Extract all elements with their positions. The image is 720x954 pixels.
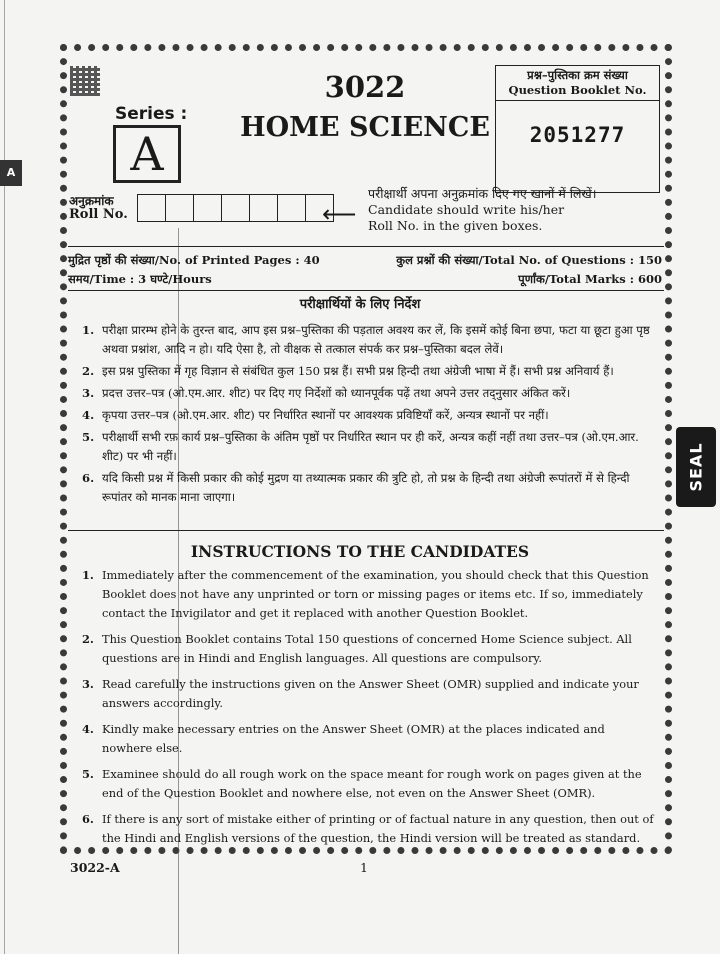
printed-pages: मुद्रित पृष्ठों की संख्या/No. of Printed Pages : 40 bbox=[68, 253, 320, 267]
paper-code: 3022 bbox=[324, 70, 406, 104]
list-item: 3. प्रदत्त उत्तर–पत्र (ओ.एम.आर. शीट) पर दिए गए निर्देशों को ध्यानपूर्वक पढ़ें तथा अपने उत्तर तद्नुसार अंकित करें। bbox=[82, 386, 571, 400]
roll-label-hindi: अनुक्रमांक bbox=[69, 194, 114, 208]
roll-digit-box[interactable] bbox=[278, 195, 306, 221]
scan-edge-line bbox=[4, 0, 5, 954]
series-label: Series : bbox=[115, 104, 188, 124]
footer-code: 3022-A bbox=[70, 860, 120, 875]
list-item: 2. This Question Booklet contains Total 150 questions of concerned Home Science subject. All questions are in Hindi and English languages. All questions are compulsory. bbox=[82, 632, 632, 665]
qr-code-icon bbox=[70, 66, 100, 96]
seal-label: SEAL bbox=[686, 442, 706, 492]
list-item: 1. परीक्षा प्रारम्भ होने के तुरन्त बाद, आप इस प्रश्न–पुस्तिका की पड़ताल अवश्य कर लें, कि इसमें कोई बिना छपा, फटा या छूटा हुआ पृष्ठ अथवा प्रश्नांश, आदि न हो। यदि ऐसा है, तो वीक्षक से तत्काल संपर्क कर प्रश्न–पुस्तिका बदल लेवें। bbox=[82, 323, 650, 356]
list-item: 2. इस प्रश्न पुस्तिका में गृह विज्ञान से संबंधित कुल 150 प्रश्न हैं। सभी प्रश्न हिन्दी तथा अंग्रेजी भाषा में हैं। सभी प्रश्न अनिवार्य हैं। bbox=[82, 364, 614, 378]
hindi-instructions-heading: परीक्षार्थियों के लिए निर्देश bbox=[299, 297, 421, 312]
arrow-left-icon: ⟵ bbox=[322, 200, 357, 228]
list-item: 5. परीक्षार्थी सभी रफ़ कार्य प्रश्न–पुस्तिका के अंतिम पृष्ठों पर निर्धारित स्थान पर ही करें, अन्यत्र कहीं नहीं तथा उत्तर–पत्र (ओ.एम.आर. शीट) पर भी नहीं। bbox=[82, 430, 639, 463]
roll-instruction bbox=[368, 186, 596, 234]
roll-number-boxes[interactable] bbox=[137, 194, 334, 222]
page-number: 1 bbox=[360, 860, 368, 875]
time-allowed: समय/Time : 3 घण्टे/Hours bbox=[68, 272, 212, 286]
booklet-label-english: Question Booklet No. bbox=[508, 83, 647, 97]
list-item: 6. यदि किसी प्रश्न में किसी प्रकार की कोई मुद्रण या तथ्यात्मक प्रकार की त्रुटि हो, तो प्रश्न के हिन्दी तथा अंग्रेजी रूपांतरों में से हिन्दी रूपांतर को मानक माना जाएगा। bbox=[82, 471, 630, 504]
divider bbox=[68, 246, 664, 247]
hindi-instructions-list bbox=[82, 321, 656, 510]
list-item: 5. Examinee should do all rough work on the space meant for rough work on pages given at the end of the Question Booklet and nowhere else, not even on the Answer Sheet (OMR). bbox=[82, 767, 642, 800]
list-item: 3. Read carefully the instructions given on the Answer Sheet (OMR) supplied and indicate your answers accordingly. bbox=[82, 677, 639, 710]
divider bbox=[68, 290, 664, 291]
booklet-number-label bbox=[496, 66, 659, 101]
seal-tab bbox=[676, 427, 716, 507]
english-instructions-heading: INSTRUCTIONS TO THE CANDIDATES bbox=[190, 542, 530, 561]
list-item: 6. If there is any sort of mistake either of printing or of factual nature in any question, then out of the Hindi and English versions of the question, the Hindi version will be treated as standard. bbox=[82, 812, 654, 845]
list-item: 4. कृपया उत्तर–पत्र (ओ.एम.आर. शीट) पर निर्धारित स्थानों पर आवश्यक प्रविष्टियाँ करें, अन्यत्र स्थानों पर नहीं। bbox=[82, 408, 549, 422]
roll-digit-box[interactable] bbox=[138, 195, 166, 221]
list-item: 1. Immediately after the commencement of the examination, you should check that this Question Booklet does not have any unprinted or torn or missing pages or items etc. If so, immediately contact the Invigilator and get it replaced with another Question Booklet. bbox=[82, 568, 649, 620]
subject-title: HOME SCIENCE bbox=[240, 112, 490, 143]
roll-digit-box[interactable] bbox=[166, 195, 194, 221]
roll-digit-box[interactable] bbox=[222, 195, 250, 221]
divider bbox=[68, 530, 664, 531]
list-item: 4. Kindly make necessary entries on the Answer Sheet (OMR) at the places indicated and nowhere else. bbox=[82, 722, 605, 755]
total-questions: कुल प्रश्नों की संख्या/Total No. of Questions : 150 bbox=[396, 253, 662, 267]
roll-digit-box[interactable] bbox=[250, 195, 278, 221]
booklet-number: 2051277 bbox=[529, 123, 626, 147]
question-booklet-number-box bbox=[495, 65, 660, 193]
total-marks: पूर्णांक/Total Marks : 600 bbox=[518, 272, 662, 286]
roll-instruction-english-line2: Roll No. in the given boxes. bbox=[368, 218, 543, 233]
booklet-label-hindi: प्रश्न–पुस्तिका क्रम संख्या bbox=[527, 68, 628, 82]
roll-label-english: Roll No. bbox=[69, 207, 128, 222]
roll-instruction-english-line1: Candidate should write his/her bbox=[368, 202, 565, 217]
series-side-tab: A bbox=[0, 160, 22, 186]
roll-number-label bbox=[69, 194, 128, 222]
series-value: A bbox=[113, 125, 181, 183]
roll-digit-box[interactable] bbox=[194, 195, 222, 221]
english-instructions-list bbox=[82, 566, 656, 855]
roll-instruction-hindi: परीक्षार्थी अपना अनुक्रमांक दिए गए खानों में लिखें। bbox=[368, 186, 597, 201]
